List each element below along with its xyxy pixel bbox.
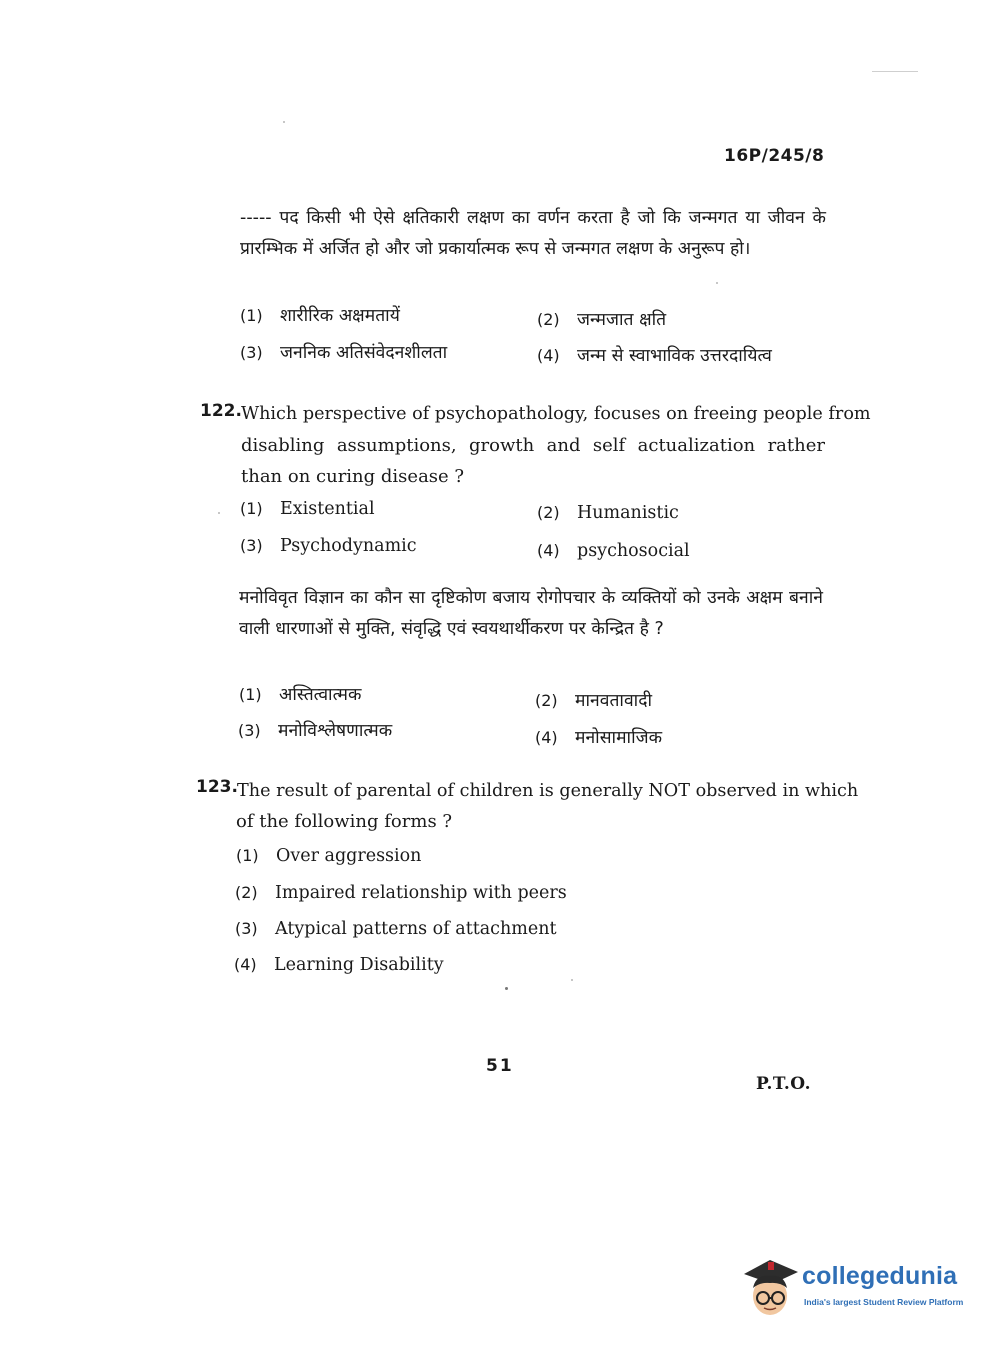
q121-option-3 — [240, 340, 447, 364]
q121-option-1 — [240, 303, 400, 327]
scan-speck — [283, 121, 285, 123]
option-text: शारीरिक अक्षमतायें — [280, 306, 400, 326]
option-text: मनोसामाजिक — [575, 728, 663, 748]
option-number: (3) — [240, 343, 263, 362]
option-text: Learning Disability — [274, 955, 444, 975]
option-text: Impaired relationship with peers — [275, 883, 567, 903]
option-number: (2) — [535, 691, 558, 710]
option-number: (4) — [234, 955, 257, 974]
q122-hindi-text: मनोविवृत विज्ञान का कौन सा दृष्टिकोण बजाय रोगोपचार के व्यक्तियों को उनके अक्षम बनाने वाली धारणाओं से मुक्ति, संवृद्धि एवं स्वयथार्थीकरण पर केन्द्रित है ? — [239, 588, 823, 639]
option-text: जननिक अतिसंवेदनशीलता — [280, 343, 448, 363]
scan-speck — [505, 987, 508, 990]
option-number: (1) — [240, 499, 263, 518]
q122-hindi-option-2 — [535, 688, 652, 712]
q123-option-2 — [235, 883, 567, 903]
option-text: जन्मजात क्षति — [577, 310, 667, 330]
option-text: Psychodynamic — [280, 536, 417, 556]
option-number: (2) — [537, 503, 560, 522]
option-text: Humanistic — [577, 503, 679, 523]
option-text: Over aggression — [276, 846, 422, 866]
option-number: (4) — [537, 346, 560, 365]
scan-speck — [218, 512, 220, 514]
q121-option-4 — [537, 343, 772, 367]
q122-text-line1: Which perspective of psychopathology, focuses on freeing people from — [241, 404, 871, 424]
option-number: (2) — [537, 310, 560, 329]
option-number: (4) — [537, 541, 560, 560]
q123-text-line2: of the following forms ? — [236, 811, 453, 832]
option-number: (1) — [239, 685, 262, 704]
q122-option-2 — [537, 503, 679, 523]
page-number: 51 — [486, 1056, 514, 1076]
q122-option-3 — [240, 536, 417, 556]
option-number: (3) — [240, 536, 263, 555]
q121-option-2 — [537, 307, 666, 331]
option-text: अस्तित्वात्मक — [279, 685, 362, 705]
option-number: (3) — [235, 919, 258, 938]
q122-option-1 — [240, 499, 375, 519]
option-number: (4) — [535, 728, 558, 747]
q123-option-1 — [236, 846, 421, 866]
q122-hindi-option-1 — [239, 682, 361, 706]
q122-number: 122. — [200, 401, 242, 421]
option-text: Existential — [280, 499, 375, 519]
scan-speck — [571, 979, 573, 981]
paper-code: 16P/245/8 — [724, 146, 825, 166]
q123-option-4 — [234, 955, 444, 975]
option-number: (1) — [240, 306, 263, 325]
pto-label: P.T.O. — [756, 1074, 811, 1094]
brand-tagline: India's largest Student Review Platform — [804, 1297, 964, 1307]
option-text: Atypical patterns of attachment — [275, 919, 557, 939]
brand-wordmark: collegedunia — [802, 1262, 958, 1290]
option-text: मानवतावादी — [575, 691, 653, 711]
q123-option-3 — [235, 919, 557, 939]
option-number: (3) — [238, 721, 261, 740]
option-number: (2) — [235, 883, 258, 902]
q122-option-4 — [537, 541, 690, 561]
option-text: psychosocial — [577, 541, 690, 561]
scan-speck — [716, 282, 718, 284]
top-rule — [872, 71, 918, 72]
option-text: जन्म से स्वाभाविक उत्तरदायित्व — [577, 346, 772, 366]
q123-text-line1: The result of parental of children is generally NOT observed in which — [237, 781, 859, 801]
q122-hindi-option-3 — [238, 718, 392, 742]
q122-hindi-option-4 — [535, 725, 662, 749]
q123-number: 123. — [196, 777, 238, 797]
q121-hindi-text: ----- पद किसी भी ऐसे क्षतिकारी लक्षण का वर्णन करता है जो कि जन्मगत या जीवन के प्रारम्भिक में अर्जित हो और जो प्रकार्यात्मक रूप से जन्मगत लक्षण के अनुरूप हो। — [240, 208, 826, 259]
q122-text-rest: disabling assumptions, growth and self actualization rather than on curing disease ? — [241, 435, 825, 487]
option-text: मनोविश्लेषणात्मक — [278, 721, 393, 741]
option-number: (1) — [236, 846, 259, 865]
